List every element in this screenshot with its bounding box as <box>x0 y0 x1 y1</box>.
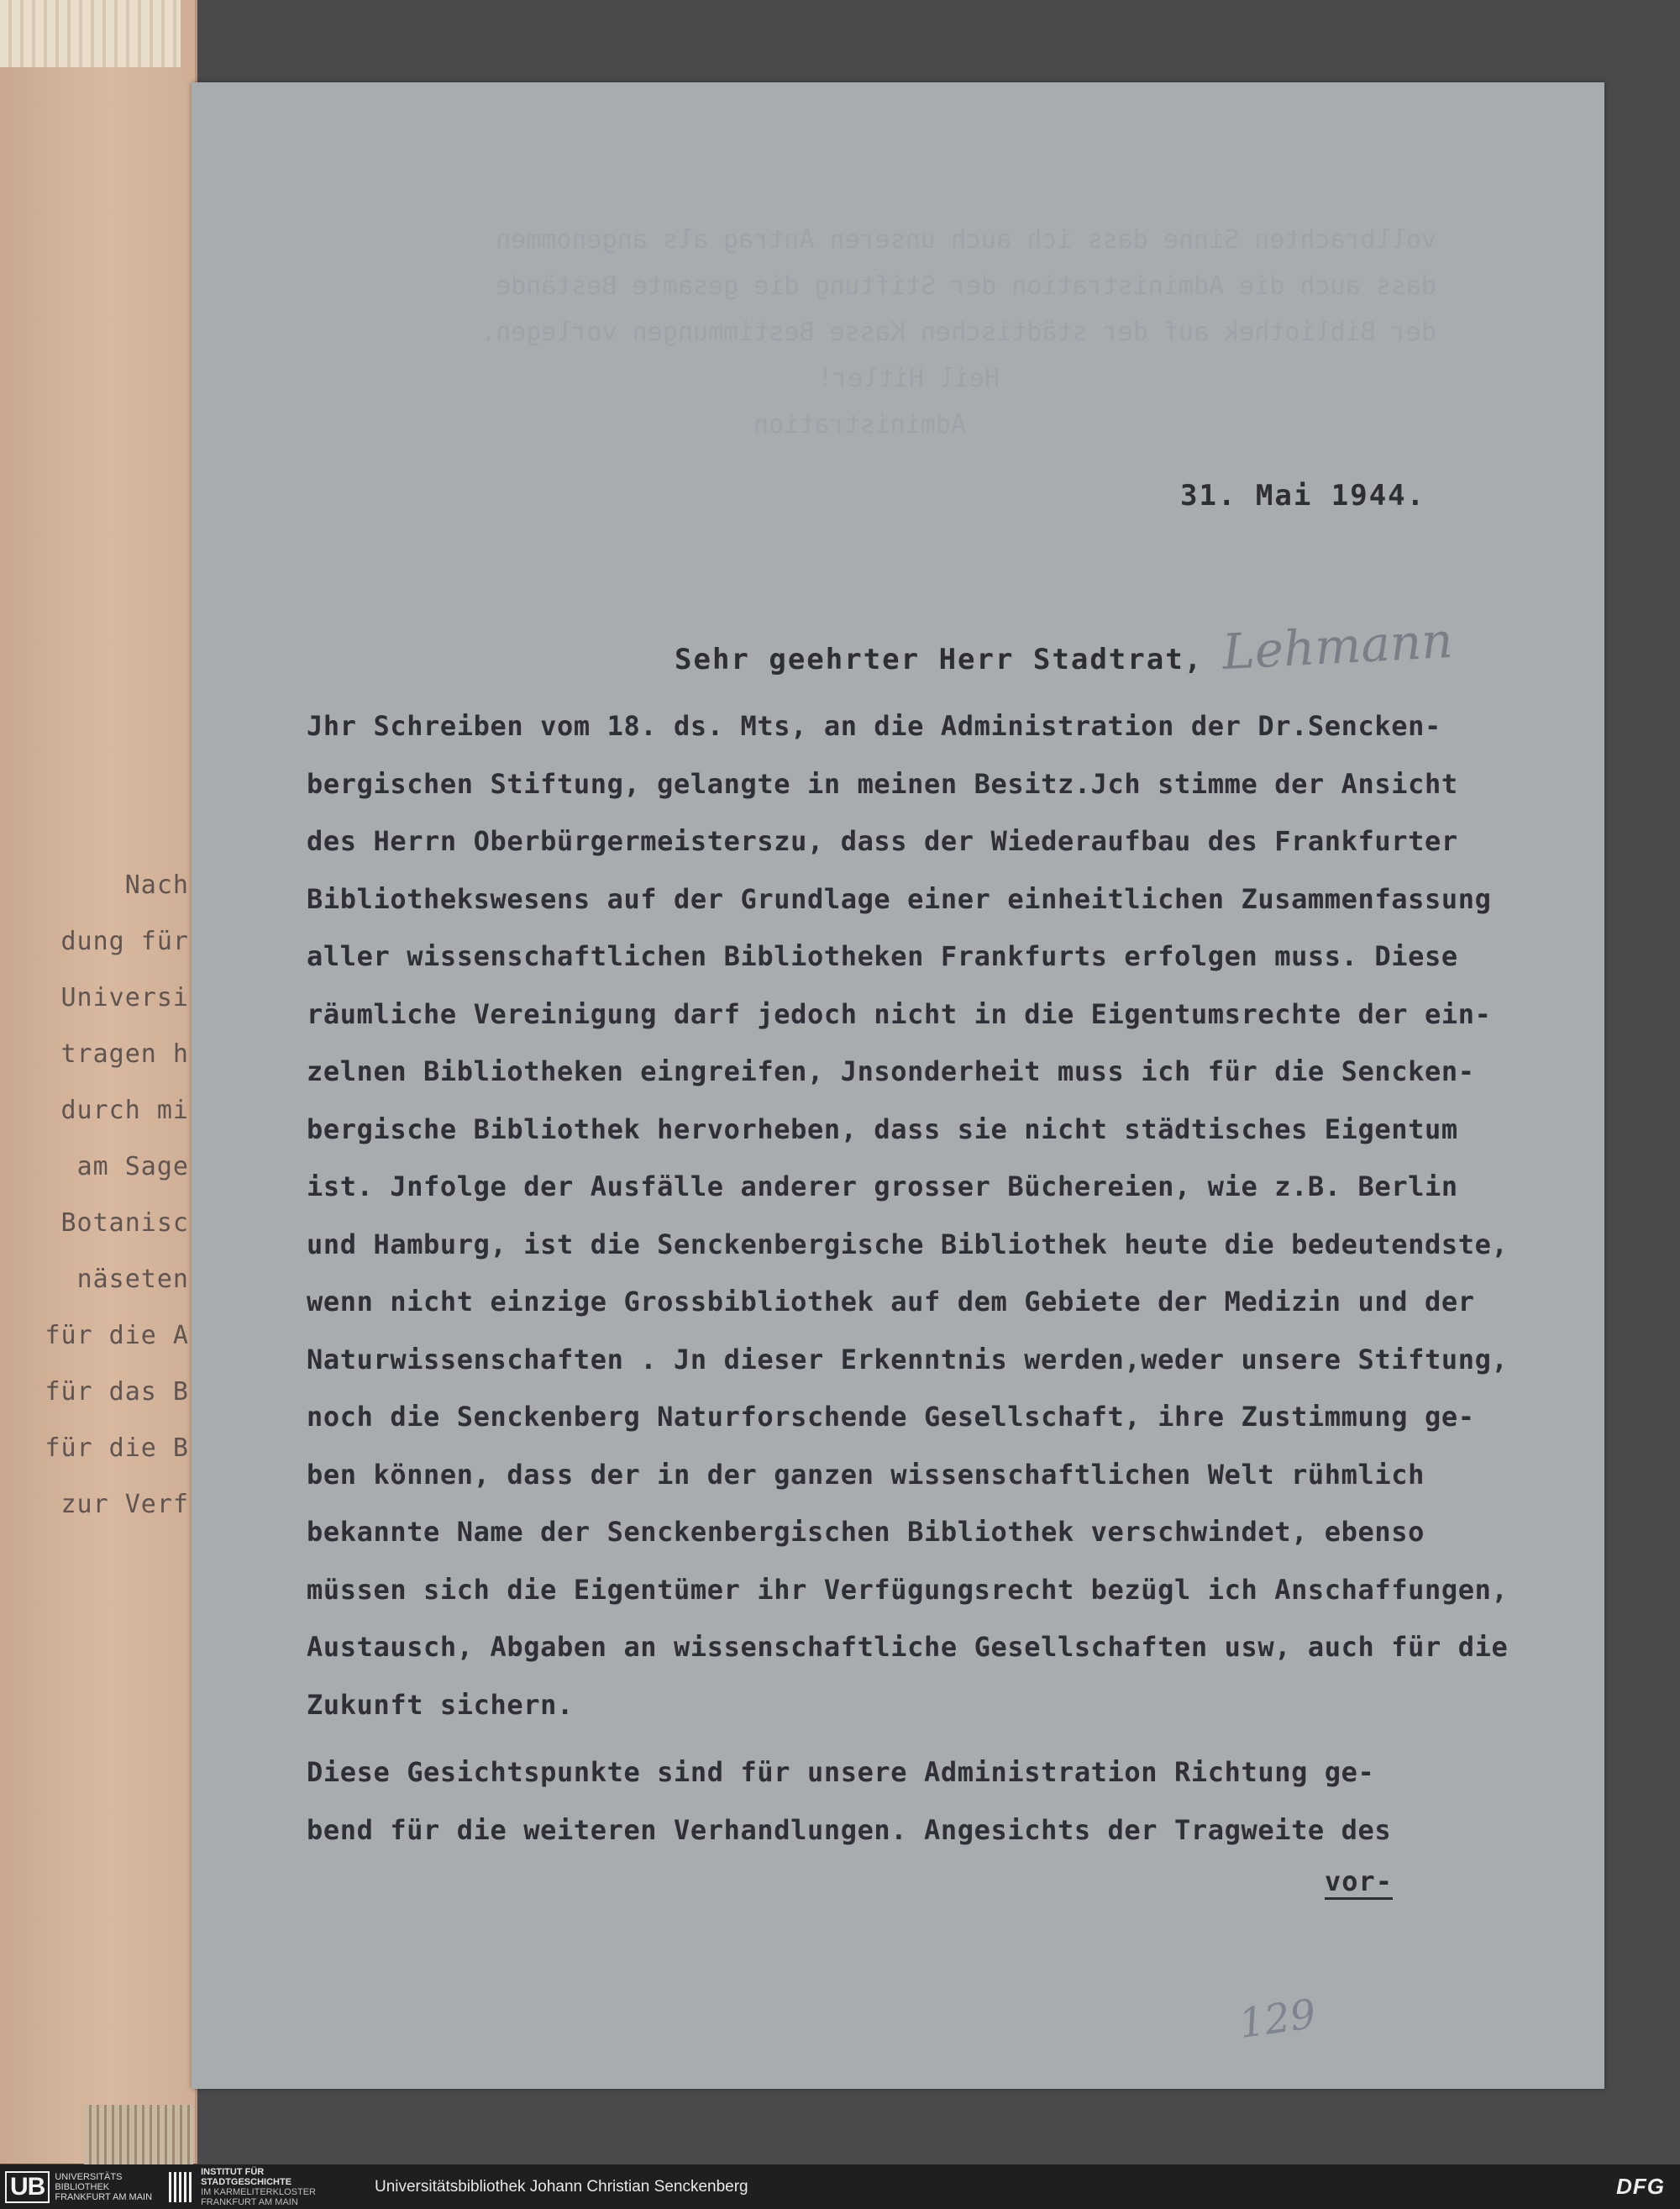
ub-text-line: BIBLIOTHEK <box>55 2181 110 2192</box>
stack-bottom-edges <box>84 2105 193 2165</box>
body-line: zelnen Bibliotheken eingreifen, Jnsonderheit muss ich für die Sencken- <box>307 1055 1475 1087</box>
body-line: ist. Jnfolge der Ausfälle anderer grosser Büchereien, wie z.B. Berlin <box>307 1170 1458 1202</box>
margin-fragment: Nach <box>124 870 189 900</box>
ub-logo-text <box>55 2172 152 2202</box>
isg-logo-text <box>201 2167 316 2207</box>
pencil-annotation: Lehmann <box>1221 611 1455 681</box>
margin-fragment: zur Verf <box>60 1490 189 1519</box>
letter-body <box>307 697 1600 1859</box>
ub-text-line: UNIVERSITÄTS <box>55 2171 123 2182</box>
margin-fragment: Universi <box>60 983 189 1012</box>
margin-fragment: für die A <box>45 1321 189 1350</box>
ub-logo[interactable] <box>5 2170 152 2204</box>
body-line: Diese Gesichtspunkte sind für unsere Administration Richtung ge- <box>307 1756 1375 1788</box>
letter-date: 31. Mai 1944. <box>1180 479 1426 513</box>
body-line: Bibliothekswesens auf der Grundlage einer einheitlichen Zusammenfassung <box>307 882 1492 915</box>
margin-fragment: näseten <box>76 1265 189 1294</box>
body-line: Zukunft sichern. <box>307 1688 574 1721</box>
body-line: müssen sich die Eigentümer ihr Verfügungsrecht bezügl ich Anschaffungen, <box>307 1573 1509 1606</box>
isg-logo-icon <box>169 2172 194 2202</box>
margin-fragment: tragen h <box>60 1039 189 1069</box>
body-line: Naturwissenschaften . Jn dieser Erkenntnis werden,weder unsere Stiftung, <box>307 1343 1509 1375</box>
bleed-line: Administration <box>753 410 966 439</box>
letter-salutation: Sehr geehrter Herr Stadtrat, <box>675 643 1204 676</box>
bleed-line: dass auch die Administration der Stiftung die gesamte Bestände <box>496 271 1436 301</box>
margin-fragment: dung für <box>60 927 189 956</box>
body-line: und Hamburg, ist die Senckenbergische Bibliothek heute die bedeutendste, <box>307 1228 1509 1260</box>
margin-fragment: durch mi <box>60 1096 189 1125</box>
body-line: Jhr Schreiben vom 18. ds. Mts, an die Administration der Dr.Sencken- <box>307 710 1441 742</box>
bleed-line: der Bibliothek auf der städtischen Kasse Bestimmungen vorlegen. <box>480 318 1436 347</box>
continuation-word: vor- <box>1325 1865 1393 1900</box>
body-line: aller wissenschaftlichen Bibliotheken Frankfurts erfolgen muss. Diese <box>307 940 1458 972</box>
body-line: Austausch, Abgaben an wissenschaftliche Gesellschaften usw, auch für die <box>307 1631 1509 1663</box>
body-line: bekannte Name der Senckenbergischen Bibliothek verschwindet, ebenso <box>307 1516 1425 1548</box>
isg-text-line: FRANKFURT AM MAIN <box>201 2196 298 2207</box>
body-line: ben können, dass der in der ganzen wissenschaftlichen Welt rühmlich <box>307 1458 1425 1491</box>
ub-text-line: FRANKFURT AM MAIN <box>55 2191 153 2202</box>
body-line: räumliche Vereinigung darf jedoch nicht in die Eigentumsrechte der ein- <box>307 997 1492 1030</box>
ub-logo-icon: UB <box>5 2171 50 2203</box>
dfg-logo[interactable]: DFG <box>1616 2174 1665 2199</box>
body-line: bergischen Stiftung, gelangte in meinen Besitz.Jch stimme der Ansicht <box>307 767 1458 800</box>
isg-text-line: INSTITUT FÜR <box>201 2166 265 2177</box>
body-line: bend für die weiteren Verhandlungen. Angesichts der Tragweite des <box>307 1813 1392 1846</box>
body-line: bergische Bibliothek hervorheben, dass sie nicht städtisches Eigentum <box>307 1112 1458 1145</box>
margin-fragment: für das B <box>45 1377 189 1407</box>
bleed-line: vollbrachten Sinne dass ich auch unseren Antrag als angenommen <box>496 225 1436 255</box>
footer-library-link[interactable]: Universitätsbibliothek Johann Christian Senckenberg <box>374 2177 748 2196</box>
isg-logo[interactable] <box>169 2167 316 2207</box>
body-line: noch die Senckenberg Naturforschende Gesellschaft, ihre Zustimmung ge- <box>307 1401 1475 1433</box>
margin-fragment: am Sage <box>76 1152 189 1181</box>
isg-text-line: STADTGESCHICHTE <box>201 2176 292 2187</box>
body-line: wenn nicht einzige Grossbibliothek auf dem Gebiete der Medizin und der <box>307 1286 1475 1318</box>
bleed-line: Heil Hitler! <box>817 364 1000 393</box>
folio-number: 129 <box>1236 1990 1320 2049</box>
margin-fragment: für die B <box>45 1433 189 1463</box>
stack-top-edges <box>0 0 181 67</box>
folder-page-stack <box>0 0 197 2164</box>
viewer-footer <box>0 2164 1680 2209</box>
bleed-through-text <box>244 217 1436 448</box>
margin-text-fragments <box>8 857 189 1533</box>
body-line: des Herrn Oberbürgermeisterszu, dass der Wiederaufbau des Frankfurter <box>307 825 1458 857</box>
isg-text-line: IM KARMELITERKLOSTER <box>201 2186 316 2197</box>
margin-fragment: Botanisc <box>60 1208 189 1238</box>
